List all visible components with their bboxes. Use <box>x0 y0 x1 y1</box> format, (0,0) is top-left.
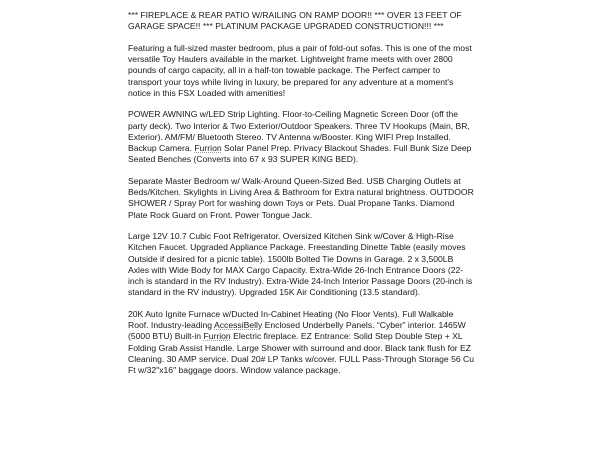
listing-description <box>128 10 474 387</box>
headline-paragraph: *** FIREPLACE & REAR PATIO W/RAILING ON RAMP DOOR!! *** OVER 13 FEET OF GARAGE SPACE!! *** PLATINUM PACKAGE UPGRADED CONSTRUCTION!!! *** <box>128 10 462 32</box>
brand-furrion: Furrion <box>194 143 222 154</box>
features-4-text-a: 20K Auto Ignite Furnace w/Ducted In-Cabinet Heating (No Floor Vents). Full Walkable Roof. Industry-leading <box>128 308 454 331</box>
features-1-text-a: POWER AWNING w/LED Strip Lighting. Floor-to-Ceiling Magnetic Screen Door (off the party deck). Two Interior & Two Exterior/Outdoor Speakers. Three TV Hookups (Main, BR, Exterior). AM/FM/ Bluetooth Stereo. TV Antenna w/Booster. King WIFI Prep Installed. Backup Camera. <box>128 109 470 154</box>
brand-accessibelly: AccessiBelly <box>214 320 263 331</box>
features-paragraph-1 <box>128 109 474 165</box>
features-paragraph-4 <box>128 309 474 376</box>
features-paragraph-3: Large 12V 10.7 Cubic Foot Refrigerator. Oversized Kitchen Sink w/Cover & High-Rise Kitchen Faucet. Upgraded Appliance Package. Freestanding Dinette Table (easily moves Outside if desired for a picnic table). 1500lb Bolted Tie Downs in Garage. 2 x 3,500LB Axles with Wide Body for MAX Cargo Capacity. Extra-Wide 26-Inch Entrance Doors (22-inch is standard in the RV Industry). Extra-Wide 24-Inch Interior Passage Doors (20-inch is standard in the RV industry). Upgraded 15K Air Conditioning (13.5 standard). <box>128 231 473 298</box>
intro-paragraph: Featuring a full-sized master bedroom, plus a pair of fold-out sofas. This is one of the most versatile Toy Haulers available in the market. Lightweight frame meets with over 2800 pounds of cargo capacity, all in a half-ton towable package. The Perfect camper to transport your toys while living in luxury, be prepared for any adventure at a moment's notice in this FSX Loaded with amenities! <box>128 42 472 98</box>
brand-furrion-2: Furrion <box>203 331 231 342</box>
features-4-text-c: Electric fireplace. EZ Entrance: Solid Step Double Step + XL Folding Grab Assist Handle. Large Shower with surround and door. Black tank flush for EZ Cleaning. 30 AMP service. Dual 20# LP Tanks w/cover. FULL Pass-Through Storage 56 Cu Ft w/32″x16″ baggage doors. Window valance package. <box>128 331 475 375</box>
features-paragraph-2: Separate Master Bedroom w/ Walk-Around Queen-Sized Bed. USB Charging Outlets at Beds/Kitchen. Skylights in Living Area & Bathroom for Extra natural brightness. OUTDOOR SHOWER / Spray Port for washing down Toys or Pets. Dual Propane Tanks. Diamond Plate Rock Guard on Front. Power Tongue Jack. <box>128 175 474 220</box>
features-4-text-b: Enclosed Underbelly Panels. “Cyber” interior. 1465W (5000 BTU) Built-in <box>128 320 466 342</box>
features-1-text-b: Solar Panel Prep. Privacy Blackout Shades. Full Bunk Size Deep Seated Benches (Converts into 67 x 93 SUPER KING BED). <box>128 143 472 165</box>
